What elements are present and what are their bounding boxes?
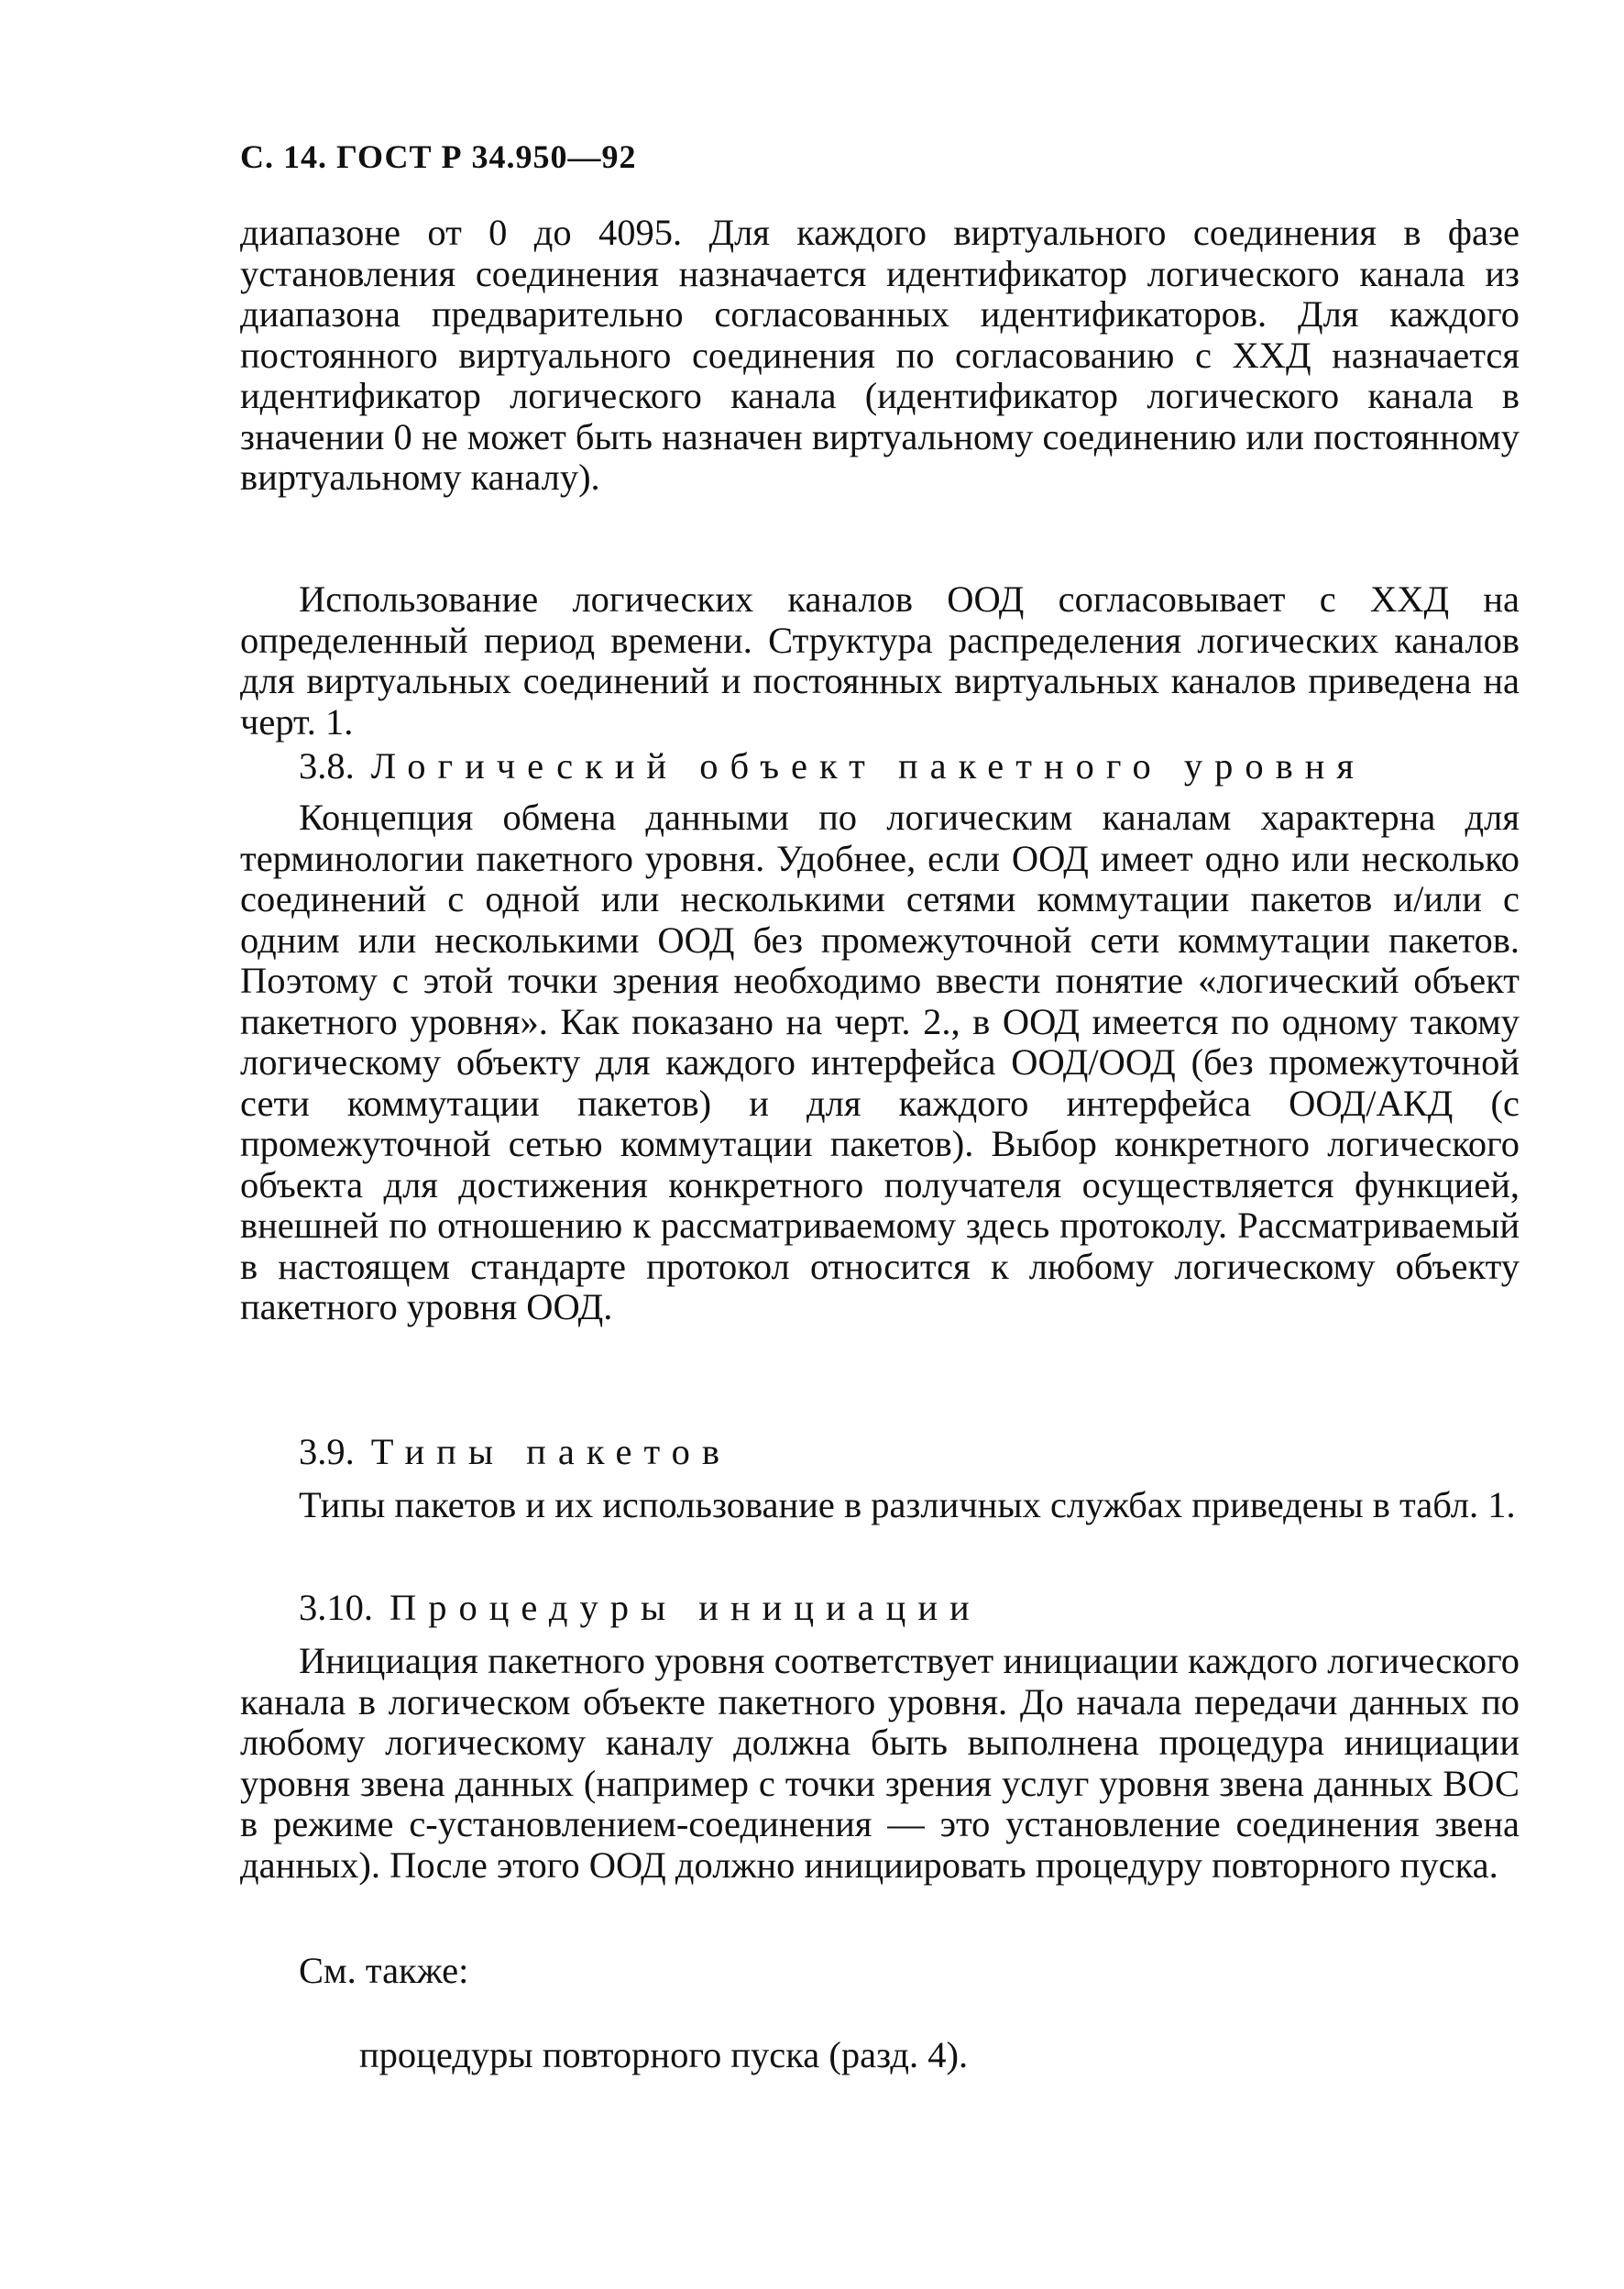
- paragraph-continuation: диапазоне от 0 до 4095. Для каждого виртуального соединения в фазе установления соединения назначается идентификатор логического канала из диапазона предварительно согласованных идентификаторов. Для каждого постоянного виртуального соединения по согласованию с ХХД назначается идентификатор логического канала (идентификатор логического канала в значении 0 не может быть назначен виртуальному соединению или постоянному виртуальному каналу).: [240, 212, 1520, 498]
- paragraph-logical-channels: Использование логических каналов ООД согласовывает с ХХД на определенный период времени. Структура распределения логических каналов для виртуальных соединений и постоянных виртуальных каналов приведена на черт. 1.: [240, 578, 1520, 743]
- section-heading-3-10: [299, 1586, 982, 1630]
- section-title: Типы пакетов: [370, 1431, 731, 1472]
- section-title: Логический объект пакетного уровня: [370, 745, 1366, 787]
- see-also-reference: процедуры повторного пуска (разд. 4).: [359, 2034, 969, 2075]
- paragraph-packet-types: Типы пакетов и их использование в различных службах приведены в табл. 1.: [299, 1484, 1516, 1525]
- paragraph-initiation: Инициация пакетного уровня соответствует инициации каждого логического канала в логическом объекте пакетного уровня. До начала передачи данных по любому логическому каналу должна быть выполнена процедура инициации уровня звена данных (например с точки зрения услуг уровня звена данных ВОС в режиме с-установлением-соединения — это установление соединения звена данных). После этого ООД должно инициировать процедуру повторного пуска.: [240, 1640, 1520, 1886]
- section-title: Процедуры инициации: [390, 1587, 982, 1628]
- section-number: 3.9.: [299, 1431, 355, 1472]
- paragraph-logical-object: Концепция обмена данными по логическим каналам характерна для терминологии пакетного уровня. Удобнее, если ООД имеет одно или несколько соединений с одной или несколькими сетями коммутации пакетов и/или с одним или несколькими ООД без промежуточной сети коммутации пакетов. Поэтому с этой точки зрения необходимо ввести понятие «логический объект пакетного уровня». Как показано на черт. 2., в ООД имеется по одному такому логическому объекту для каждого интерфейса ООД/ООД (без промежуточной сети коммутации пакетов) и для каждого интерфейса ООД/АКД (с промежуточной сетью коммутации пакетов). Выбор конкретного логического объекта для достижения конкретного получателя осуществляется функцией, внешней по отношению к рассматриваемому здесь протоколу. Рассматриваемый в настоящем стандарте протокол относится к любому логическому объекту пакетного уровня ООД.: [240, 797, 1520, 1327]
- section-number: 3.8.: [299, 745, 355, 787]
- section-number: 3.10.: [299, 1587, 373, 1628]
- section-heading-3-9: [299, 1430, 731, 1474]
- section-heading-3-8: [299, 744, 1366, 788]
- see-also-label: См. также:: [299, 1950, 469, 1991]
- running-header: С. 14. ГОСТ Р 34.950—92: [240, 138, 637, 175]
